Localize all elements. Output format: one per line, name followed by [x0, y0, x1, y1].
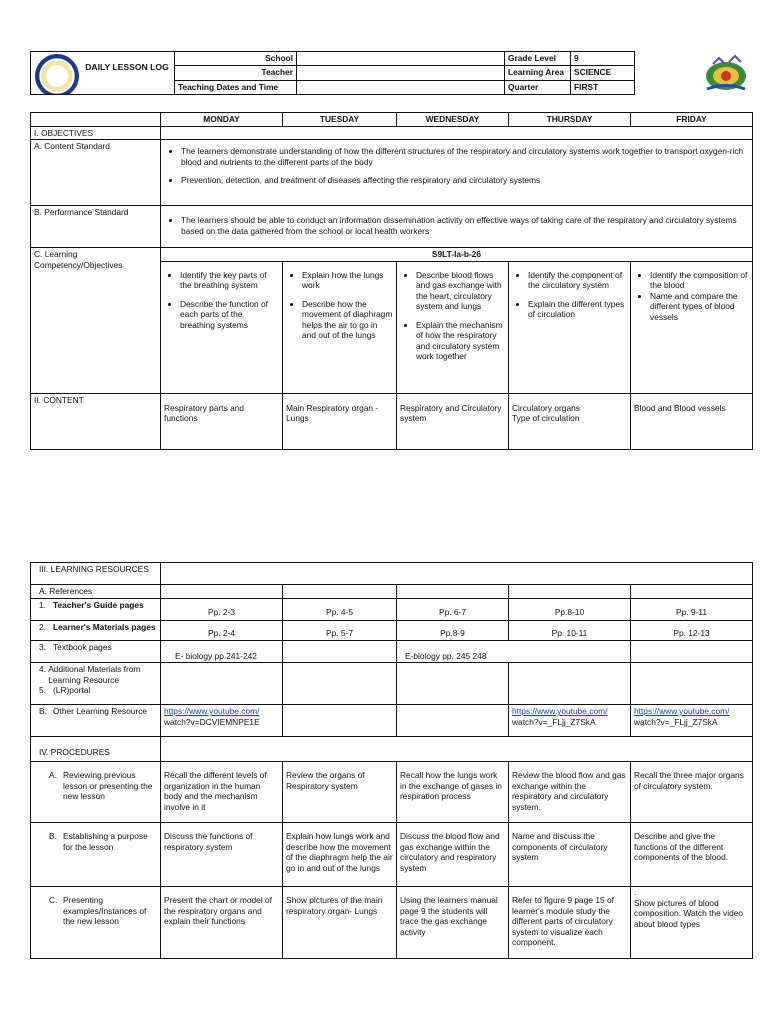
competency-code: S9LT-Ia-b-26: [161, 248, 753, 262]
procedure-c-tuesday: Show pictures of the main respiratory organ- Lungs: [283, 887, 397, 959]
procedure-c-friday-mark: .: [634, 887, 637, 897]
objective-item: • Describe blood flows and gas exchange with the heart, circulatory system and lungs: [416, 270, 505, 312]
performance-standard-item: • The learners should be able to conduct an information dissemination activity on effective ways of taking care of the respiratory and circulatory systems based on the data gathered from the school or local health workers: [181, 215, 748, 236]
tg-pages-thursday: Pp.8-10: [509, 598, 631, 620]
lm-pages-monday: Pp. 2-4: [161, 620, 283, 640]
day-header-thursday: THURSDAY: [509, 113, 631, 127]
competency-label: C. Learning Competency/Objectives: [31, 248, 161, 394]
competency-tuesday: [283, 261, 397, 393]
teaching-dates-label: Teaching Dates and Time: [175, 80, 297, 94]
learners-materials-label: 2. Learner's Materials pages: [31, 620, 161, 640]
objective-item: • Explain how the lungs work: [302, 270, 393, 291]
tg-pages-wednesday: Pp. 6-7: [397, 598, 509, 620]
content-thursday-line: Circulatory organs: [512, 402, 580, 413]
day-header-wednesday: WEDNESDAY: [397, 113, 509, 127]
learning-area-value: SCIENCE: [571, 66, 635, 80]
objective-item: • Explain the different types of circulation: [528, 299, 627, 320]
resources-label: III. LEARNING RESOURCES: [31, 563, 161, 585]
procedure-b-tuesday: Explain how lungs work and describe how the movement of the diaphragm help the air go in and out of the lungs: [283, 823, 397, 887]
grade-level-label: Grade Level: [505, 52, 571, 66]
objective-item: • Identify the component of the circulatory system: [528, 270, 627, 291]
other-resource-thursday: https://www.youtube.com/ watch?v=_FLjj_Z7SkA: [509, 705, 631, 737]
procedure-b-monday: Discuss the functions of respiratory system: [161, 823, 283, 887]
grade-level-value: 9: [571, 52, 635, 66]
textbook-label: 3. Textbook pages: [31, 640, 161, 663]
procedure-b-thursday: Name and discuss the components of circulatory system: [509, 823, 631, 887]
objectives-table: [30, 112, 753, 450]
day-header-monday: MONDAY: [161, 113, 283, 127]
resources-procedures-table: [30, 562, 753, 959]
procedure-a-label: A. Reviewing previous lesson or presenting the new lesson: [31, 762, 161, 823]
other-resource-monday: https://www.youtube.com/ watch?v=DCVIEMNPE1E: [161, 705, 283, 737]
tg-pages-tuesday: Pp. 4-5: [283, 598, 397, 620]
youtube-link[interactable]: https://www.youtube.com/: [634, 706, 730, 716]
content-friday: Blood and Blood vessels: [631, 393, 753, 449]
procedure-c-wednesday: Using the learners manual page 9 the students will trace the gas exchange activity: [397, 887, 509, 959]
references-label: A. References: [31, 585, 161, 599]
teaching-dates-value: [297, 80, 505, 94]
objective-item: • Describe the function of each parts of the breathing systems: [180, 299, 279, 331]
content-standard-item: • Prevention, detection, and treatment of diseases affecting the respiratory and circulatory systems: [181, 175, 748, 186]
content-monday: Respiratory parts and functions: [161, 393, 283, 449]
school-value: [297, 52, 505, 66]
content-wednesday: Respiratory and Circulatory system: [397, 393, 509, 449]
procedure-b-friday: Describe and give the functions of the different components of the blood.: [631, 823, 753, 887]
textbook-wednesday: E-biology pp. 245 248: [397, 640, 631, 663]
objective-item: • Identify the key parts of the breathing system: [180, 270, 279, 291]
procedure-a-tuesday: Review the organs of Respiratory system: [283, 762, 397, 823]
content-standard-label: A. Content Standard: [31, 140, 161, 206]
content-tuesday: Main Respiratory organ - Lungs: [283, 393, 397, 449]
procedure-b-wednesday: Discuss the blood flow and gas exchange within the circulatory and respiratory system: [397, 823, 509, 887]
science-logo-icon: [701, 54, 751, 95]
school-label: School: [175, 52, 297, 66]
procedure-a-monday: Recall the different levels of organization in the human body and the mechanism involve in it: [161, 762, 283, 823]
procedure-b-label: B. Establishing a purpose for the lesson: [31, 823, 161, 887]
procedure-a-wednesday: Recall how the lungs work in the exchange of gases in respiration process: [397, 762, 509, 823]
performance-standard-cell: [161, 206, 753, 248]
additional-materials-label: 4. Additional Materials from Learning Resource 5. (LR)portal: [31, 663, 161, 705]
objective-item: • Describe how the movement of diaphragm helps the air to go in and out of the lungs: [302, 299, 393, 341]
procedure-a-friday: Recall the three major organs of circulatory system.: [631, 762, 753, 823]
learning-area-label: Learning Area: [505, 66, 571, 80]
performance-standard-label: B. Performance Standard: [31, 206, 161, 248]
day-header-tuesday: TUESDAY: [283, 113, 397, 127]
quarter-value: FIRST: [571, 80, 635, 94]
header-right-cell: [635, 52, 753, 95]
competency-thursday: [509, 261, 631, 393]
procedure-c-label: C. Presenting examples/Instances of the new lesson: [31, 887, 161, 959]
procedure-c-monday: Present the chart or model of the respiratory organs and explain their functions: [161, 887, 283, 959]
tg-pages-monday: Pp. 2-3: [161, 598, 283, 620]
procedure-c-thursday: Refer to figure 9 page 15 of learner's module study the different parts of circulatory system to visualize each component.: [509, 887, 631, 959]
tg-pages-friday: Pp. 9-11: [631, 598, 753, 620]
day-header-friday: FRIDAY: [631, 113, 753, 127]
procedure-c-friday: [631, 887, 753, 959]
header-block: [30, 51, 753, 95]
header-logo-cell: [31, 52, 175, 95]
content-thursday-line: Type of circulation: [512, 413, 580, 423]
objective-item: • Name and compare the different types of blood vessels: [650, 291, 749, 323]
content-thursday: [509, 393, 631, 449]
teachers-guide-label: 1. Teacher's Guide pages: [31, 598, 161, 620]
other-resource-friday: https://www.youtube.com/ watch?v=_FLjj_Z7SkA: [631, 705, 753, 737]
teacher-label: Teacher: [175, 66, 297, 80]
objectives-label: I. OBJECTIVES: [31, 126, 161, 140]
lm-pages-tuesday: Pp. 5-7: [283, 620, 397, 640]
objective-item: • Identify the composition of the blood: [650, 270, 749, 291]
youtube-link[interactable]: https://www.youtube.com/: [512, 706, 608, 716]
objective-item: • Explain the mechanism of how the respiratory and circulatory system work together: [416, 320, 505, 362]
quarter-label: Quarter: [505, 80, 571, 94]
procedures-label: IV. PROCEDURES: [31, 737, 161, 762]
lesson-log-title: DAILY LESSON LOG: [85, 62, 169, 72]
lm-pages-friday: Pp. 12-13: [631, 620, 753, 640]
teacher-value: [297, 66, 505, 80]
competency-wednesday: [397, 261, 509, 393]
competency-friday: [631, 261, 753, 393]
content-standard-cell: [161, 140, 753, 206]
other-resource-label: B. Other Learning Resource: [31, 705, 161, 737]
procedure-c-friday-text: Show pictures of blood composition. Watch the video about blood types: [634, 897, 744, 929]
deped-seal-icon: [35, 54, 79, 95]
content-standard-item: • The learners demonstrate understanding of how the different structures of the respiratory and circulatory systems work together to transport oxygen-rich blood and nutrients to the different parts of the body: [181, 146, 748, 167]
lm-pages-wednesday: Pp.8-9: [397, 620, 509, 640]
youtube-link[interactable]: https://www.youtube.com/: [164, 706, 260, 716]
lm-pages-thursday: Pp. 10-11: [509, 620, 631, 640]
procedure-a-thursday: Review the blood flow and gas exchange within the respiratory and circulatory system.: [509, 762, 631, 823]
textbook-monday: E- biology pp.241-242: [161, 640, 283, 663]
content-label: II. CONTENT: [31, 393, 161, 449]
competency-monday: [161, 261, 283, 393]
